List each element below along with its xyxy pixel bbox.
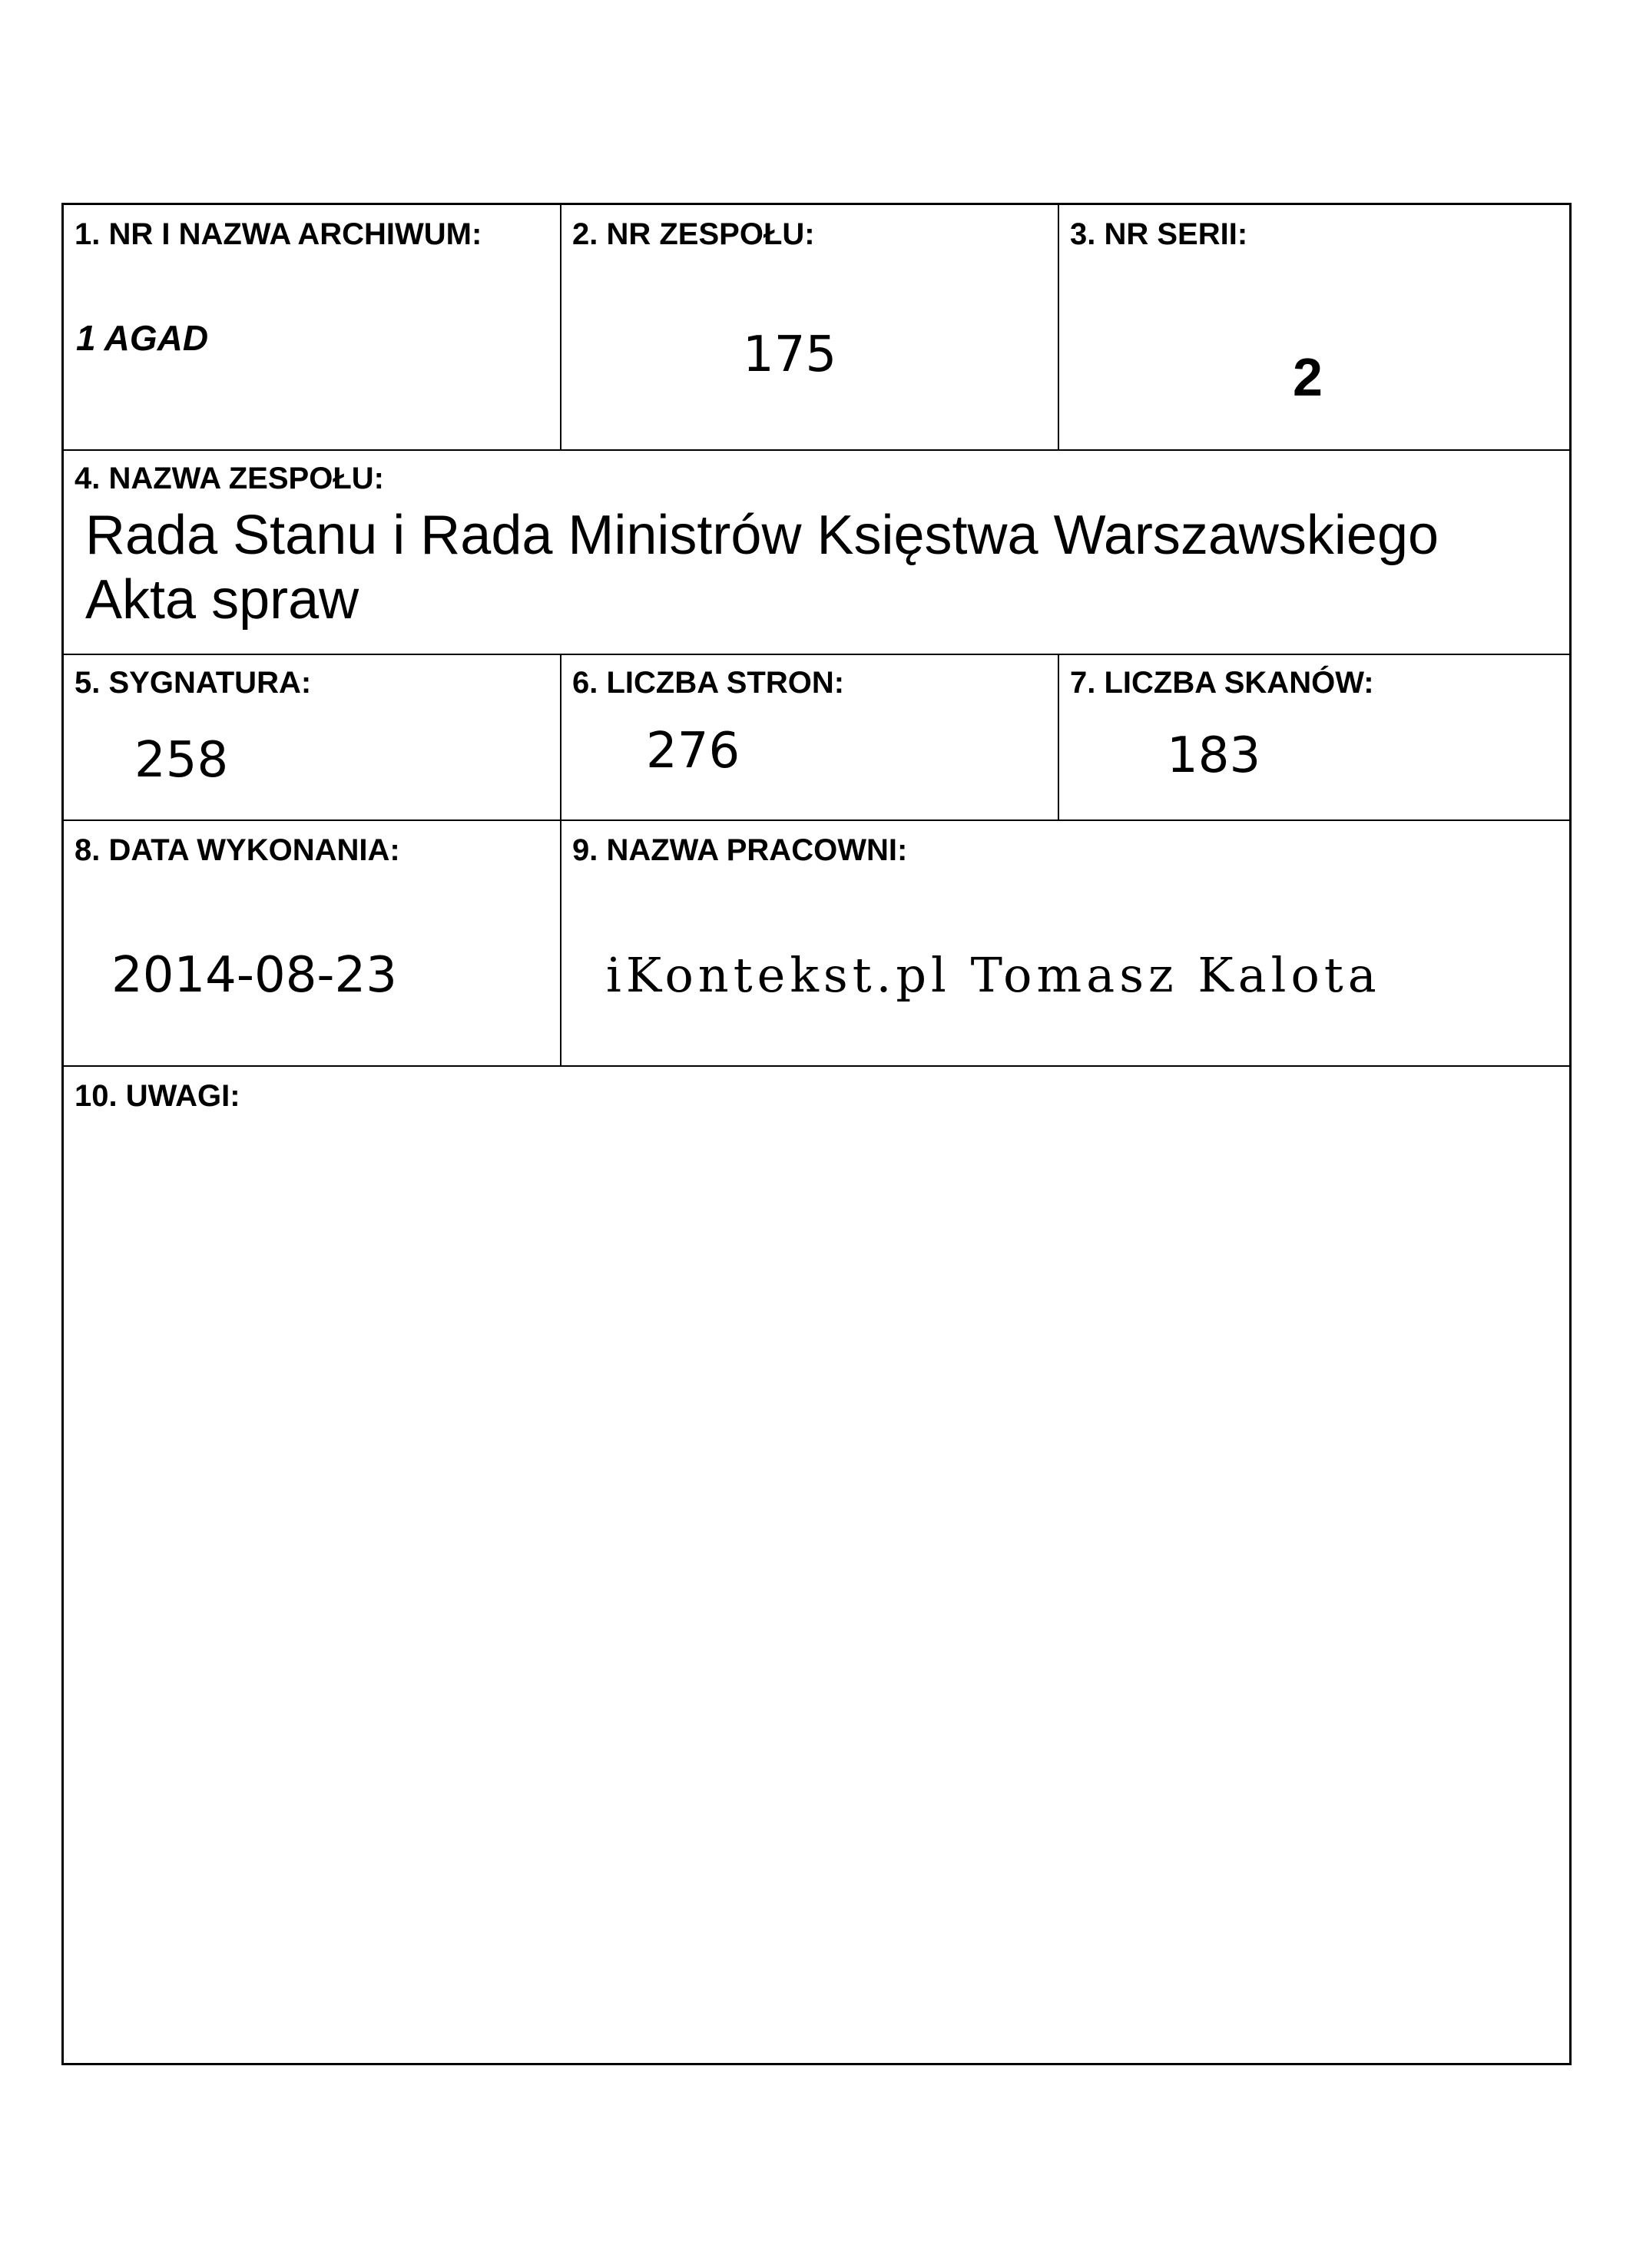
date-label: 8. DATA WYKONANIA:	[75, 833, 400, 867]
fond-name-cell	[64, 451, 1574, 654]
fond-number-label: 2. NR ZESPOŁU:	[572, 217, 815, 251]
studio-value: iKontekst.pl Tomasz Kalota	[606, 947, 1381, 1003]
date-value: 2014-08-23	[111, 947, 397, 1004]
series-number-value: 2	[1293, 347, 1323, 407]
signature-cell	[64, 655, 560, 819]
fond-name-line1: Rada Stanu i Rada Ministrów Księstwa Warszawskiego	[85, 505, 1439, 566]
page-count-label: 6. LICZBA STRON:	[572, 666, 845, 700]
notes-cell	[64, 1067, 1574, 2065]
scan-count-value: 183	[1167, 727, 1261, 784]
page-count-cell	[561, 655, 1058, 819]
series-number-cell	[1059, 205, 1574, 449]
scan-count-cell	[1059, 655, 1574, 819]
fond-name-line2: Akta spraw	[85, 569, 359, 631]
date-cell	[64, 821, 560, 1065]
page-count-value: 276	[646, 723, 740, 780]
studio-cell	[561, 821, 1574, 1065]
fond-name-label: 4. NAZWA ZESPOŁU:	[75, 462, 384, 495]
archive-value: 1 AGAD	[76, 318, 209, 358]
studio-label: 9. NAZWA PRACOWNI:	[572, 833, 908, 867]
archive-record-form	[61, 203, 1572, 2065]
fond-number-cell	[561, 205, 1058, 449]
fond-number-value: 175	[743, 326, 837, 383]
scan-count-label: 7. LICZBA SKANÓW:	[1070, 666, 1374, 700]
archive-label: 1. NR I NAZWA ARCHIWUM:	[75, 217, 482, 251]
series-number-label: 3. NR SERII:	[1070, 217, 1248, 251]
notes-label: 10. UWAGI:	[75, 1079, 240, 1113]
signature-value: 258	[134, 732, 229, 789]
signature-label: 5. SYGNATURA:	[75, 666, 312, 700]
archive-cell	[64, 205, 560, 449]
